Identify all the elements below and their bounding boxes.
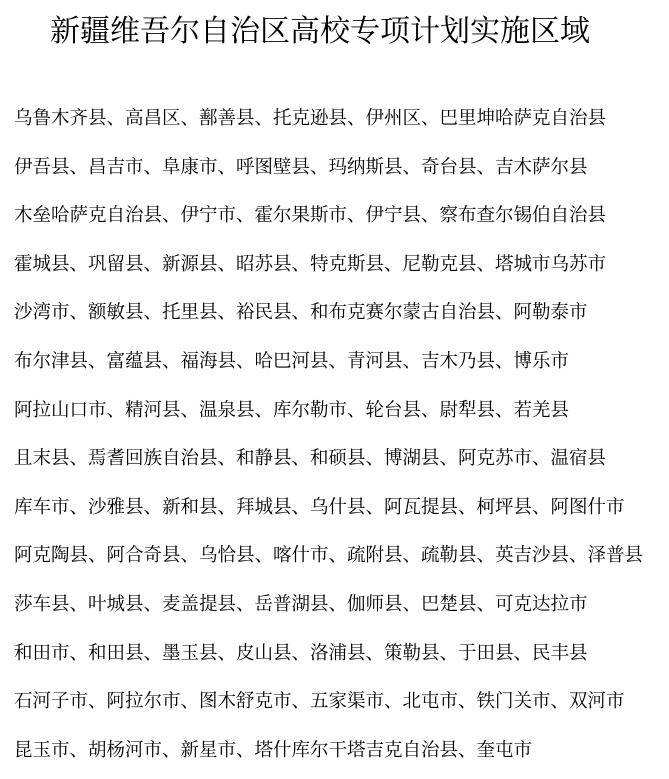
region-line: 昆玉市、胡杨河市、新星市、塔什库尔干塔吉克自治县、奎屯市 bbox=[14, 739, 533, 761]
region-line: 木垒哈萨克自治县、伊宁市、霍尔果斯市、伊宁县、察布查尔锡伯自治县 bbox=[14, 205, 607, 227]
region-line: 布尔津县、富蕴县、福海县、哈巴河县、青河县、吉木乃县、博乐市 bbox=[14, 350, 570, 372]
region-line: 乌鲁木齐县、高昌区、鄯善县、托克逊县、伊州区、巴里坤哈萨克自治县 bbox=[14, 108, 607, 129]
region-line: 莎车县、叶城县、麦盖提县、岳普湖县、伽师县、巴楚县、可克达拉市 bbox=[14, 593, 588, 615]
document-title: 新疆维吾尔自治区高校专项计划实施区域 bbox=[50, 14, 590, 49]
region-line: 伊吾县、昌吉市、阜康市、呼图壁县、玛纳斯县、奇台县、吉木萨尔县 bbox=[14, 156, 588, 178]
region-line: 沙湾市、额敏县、托里县、裕民县、和布克赛尔蒙古自治县、阿勒泰市 bbox=[14, 302, 588, 324]
region-list bbox=[14, 99, 643, 779]
region-line: 库车市、沙雅县、新和县、拜城县、乌什县、阿瓦提县、柯坪县、阿图什市 bbox=[14, 496, 625, 518]
region-line: 石河子市、阿拉尔市、图木舒克市、五家渠市、北屯市、铁门关市、双河市 bbox=[14, 691, 625, 713]
region-line: 霍城县、巩留县、新源县、昭苏县、特克斯县、尼勒克县、塔城市乌苏市 bbox=[14, 253, 607, 275]
region-line: 和田市、和田县、墨玉县、皮山县、洛浦县、策勒县、于田县、民丰县 bbox=[14, 642, 588, 664]
region-line: 且末县、焉耆回族自治县、和静县、和硕县、博湖县、阿克苏市、温宿县 bbox=[14, 448, 607, 470]
region-line: 阿拉山口市、精河县、温泉县、库尔勒市、轮台县、尉犁县、若羌县 bbox=[14, 399, 570, 421]
region-line: 阿克陶县、阿合奇县、乌恰县、喀什市、疏附县、疏勒县、英吉沙县、泽普县 bbox=[14, 545, 644, 567]
